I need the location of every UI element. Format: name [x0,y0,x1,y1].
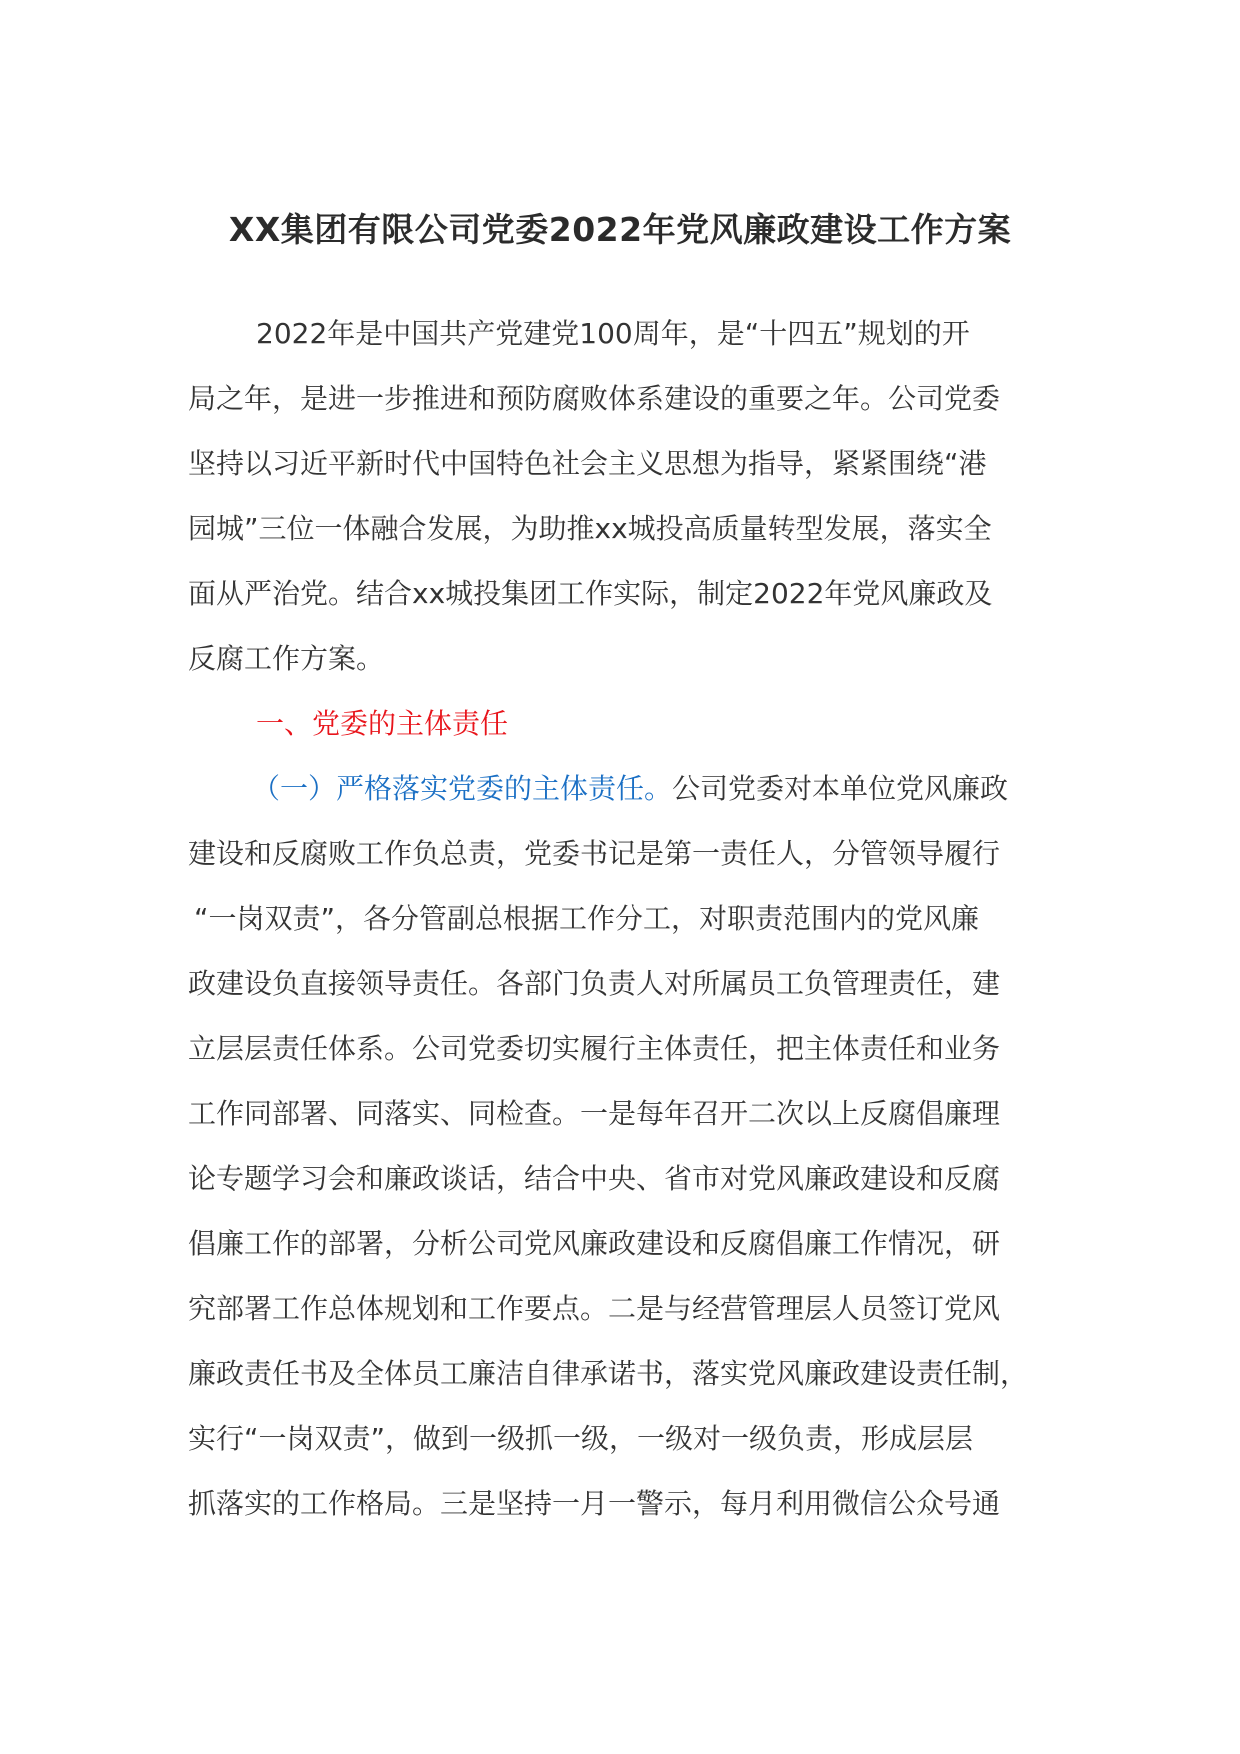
paragraph-line: “一岗双责”，各分管副总根据工作分工，对职责范围内的党风廉 [194,902,980,935]
paragraph-line: 究部署工作总体规划和工作要点。二是与经营管理层人员签订党风 [188,1292,1001,1325]
subsection-first-line [188,756,1058,821]
paragraph-line: 2022年是中国共产党建党100周年，是“十四五”规划的开 [256,317,970,350]
paragraph-line: 论专题学习会和廉政谈话，结合中央、省市对党风廉政建设和反腐 [188,1162,1001,1195]
paragraph-line: 政建设负直接领导责任。各部门负责人对所属员工负管理责任，建 [188,967,1001,1000]
paragraph-line: 廉政责任书及全体员工廉洁自律承诺书，落实党风廉政建设责任制， [188,1357,1029,1390]
paragraph-line: 立层层责任体系。公司党委切实履行主体责任，把主体责任和业务 [188,1032,1001,1065]
paragraph-text: 公司党委对本单位党风廉政 [672,772,1009,805]
document-body [188,301,1058,1536]
subsection-heading: （一）严格落实党委的主体责任。 [252,772,673,805]
paragraph-line: 工作同部署、同落实、同检查。一是每年召开二次以上反腐倡廉理 [188,1097,1001,1130]
paragraph-line: 反腐工作方案。 [188,642,385,675]
paragraph-line: 建设和反腐败工作负总责，党委书记是第一责任人，分管领导履行 [188,837,1001,870]
paragraph-line: 实行“一岗双责”，做到一级抓一级，一级对一级负责，形成层层 [188,1422,974,1455]
paragraph-line: 倡廉工作的部署，分析公司党风廉政建设和反腐倡廉工作情况，研 [188,1227,1001,1260]
paragraph-line: 坚持以习近平新时代中国特色社会主义思想为指导，紧紧围绕“港 [188,447,987,480]
section-heading: 一、党委的主体责任 [256,707,509,740]
paragraph-line: 面从严治党。结合xx城投集团工作实际，制定2022年党风廉政及 [188,577,993,610]
paragraph-line: 局之年，是进一步推进和预防腐败体系建设的重要之年。公司党委 [188,382,1001,415]
document-title: XX集团有限公司党委2022年党风廉政建设工作方案 [228,210,1012,249]
paragraph-line: 园城”三位一体融合发展，为助推xx城投高质量转型发展，落实全 [188,512,992,545]
paragraph-line: 抓落实的工作格局。三是坚持一月一警示，每月利用微信公众号通 [188,1487,1001,1520]
